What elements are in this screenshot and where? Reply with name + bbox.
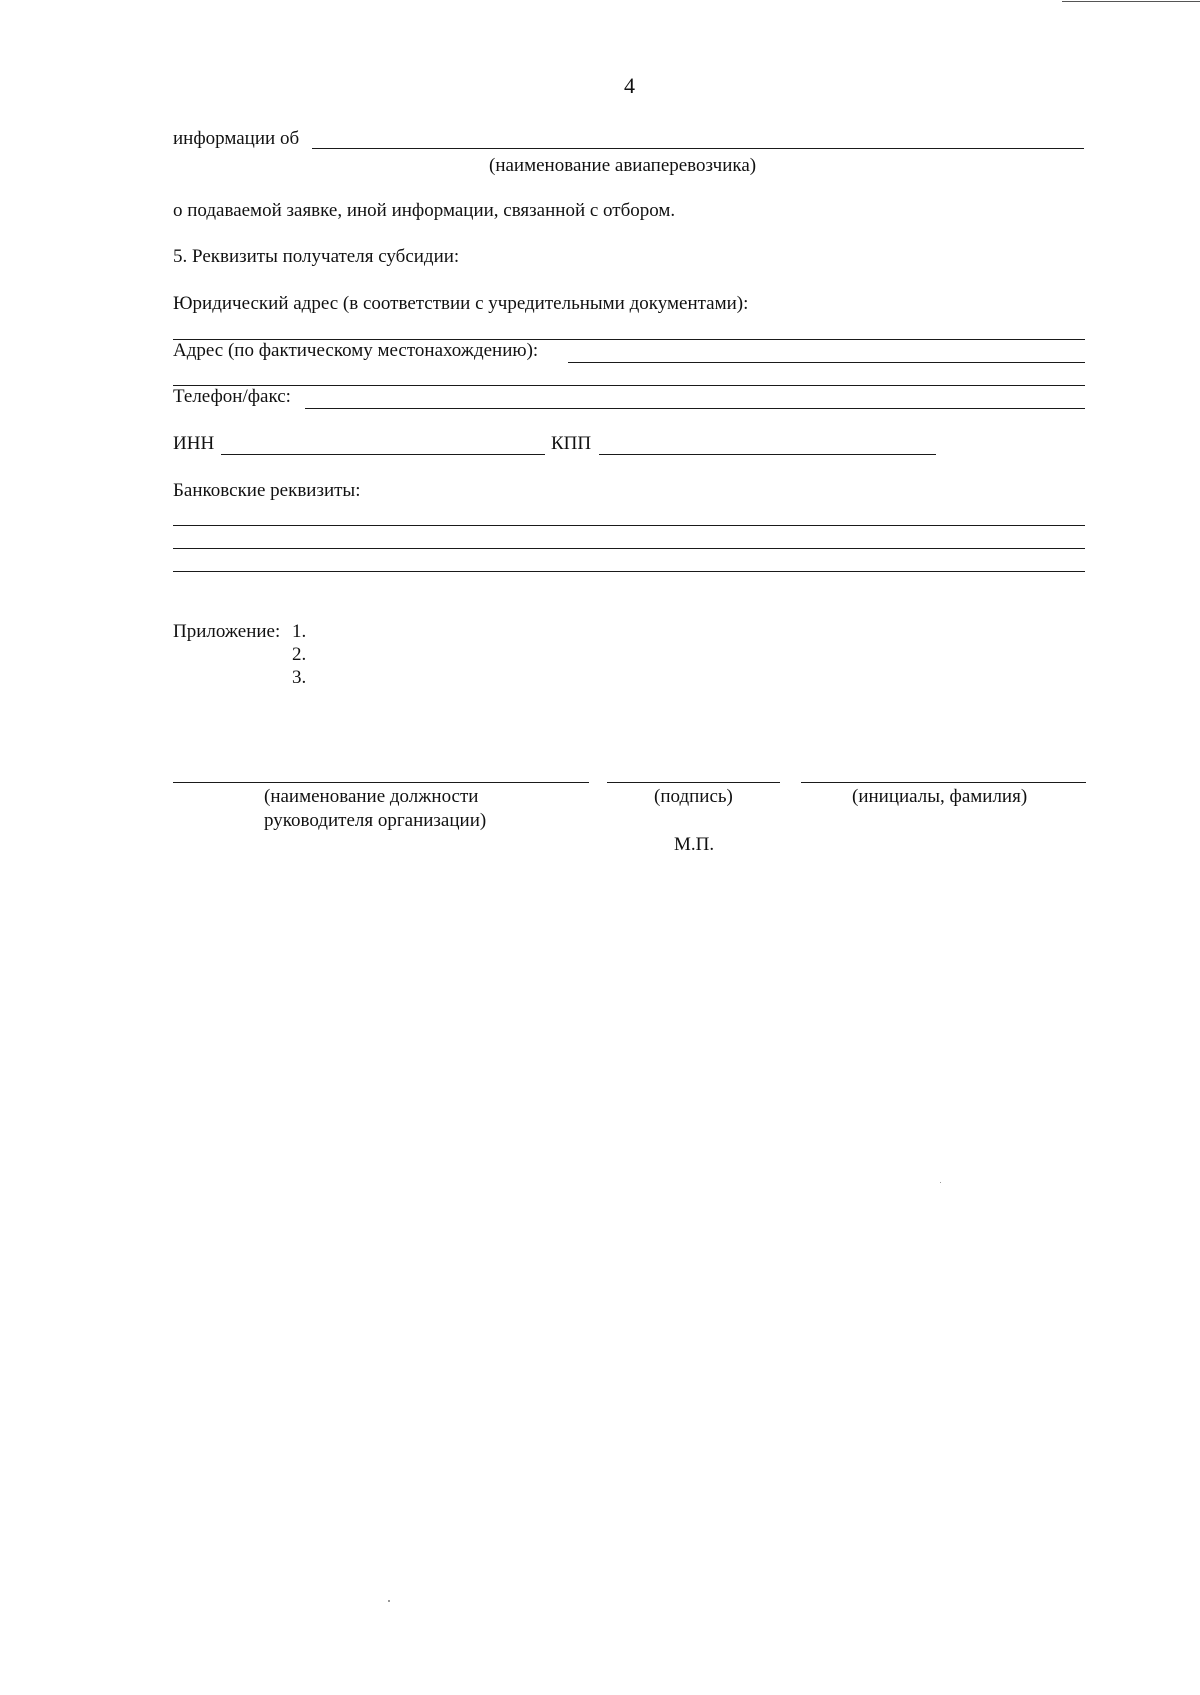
phone-fax-label: Телефон/факс: — [173, 386, 291, 407]
inn-label: ИНН — [173, 433, 215, 454]
signature-field[interactable] — [607, 782, 780, 783]
phone-fax-field[interactable] — [305, 408, 1085, 409]
position-caption: (наименование должности — [264, 786, 479, 807]
info-prefix: информации об — [173, 128, 300, 149]
kpp-field[interactable] — [599, 454, 936, 455]
bank-details-label: Банковские реквизиты: — [173, 480, 361, 501]
position-caption-line-2: руководителя организации) — [264, 810, 487, 831]
name-caption: (инициалы, фамилия) — [852, 786, 1028, 807]
inn-field[interactable] — [221, 454, 545, 455]
section5-heading: 5. Реквизиты получателя субсидии: — [173, 246, 460, 267]
appendix-item: 3. — [292, 667, 307, 688]
signature-caption: (подпись) — [654, 786, 733, 807]
name-field[interactable] — [801, 782, 1086, 783]
appendix-label: Приложение: — [173, 621, 281, 642]
bank-details-field-line-3[interactable] — [173, 571, 1085, 572]
carrier-name-field[interactable] — [312, 148, 1084, 149]
page-number: 4 — [624, 73, 635, 98]
scan-speck — [940, 1182, 941, 1183]
appendix-item: 2. — [292, 644, 307, 665]
scan-artifact-line — [1062, 1, 1200, 2]
bank-details-field-line-2[interactable] — [173, 548, 1085, 549]
actual-address-field-line-2[interactable] — [173, 385, 1085, 386]
actual-address-label: Адрес (по фактическому местонахождению): — [173, 340, 539, 361]
kpp-label: КПП — [551, 433, 592, 454]
legal-address-label: Юридический адрес (в соответствии с учредительными документами): — [173, 293, 749, 314]
submitted-text: о подаваемой заявке, иной информации, связанной с отбором. — [173, 200, 676, 221]
stamp-label: М.П. — [674, 834, 715, 855]
bank-details-field-line-1[interactable] — [173, 525, 1085, 526]
appendix-item: 1. — [292, 621, 307, 642]
carrier-name-caption: (наименование авиаперевозчика) — [489, 155, 757, 176]
position-field[interactable] — [173, 782, 589, 783]
actual-address-field[interactable] — [568, 362, 1085, 363]
scan-speck — [388, 1600, 390, 1602]
